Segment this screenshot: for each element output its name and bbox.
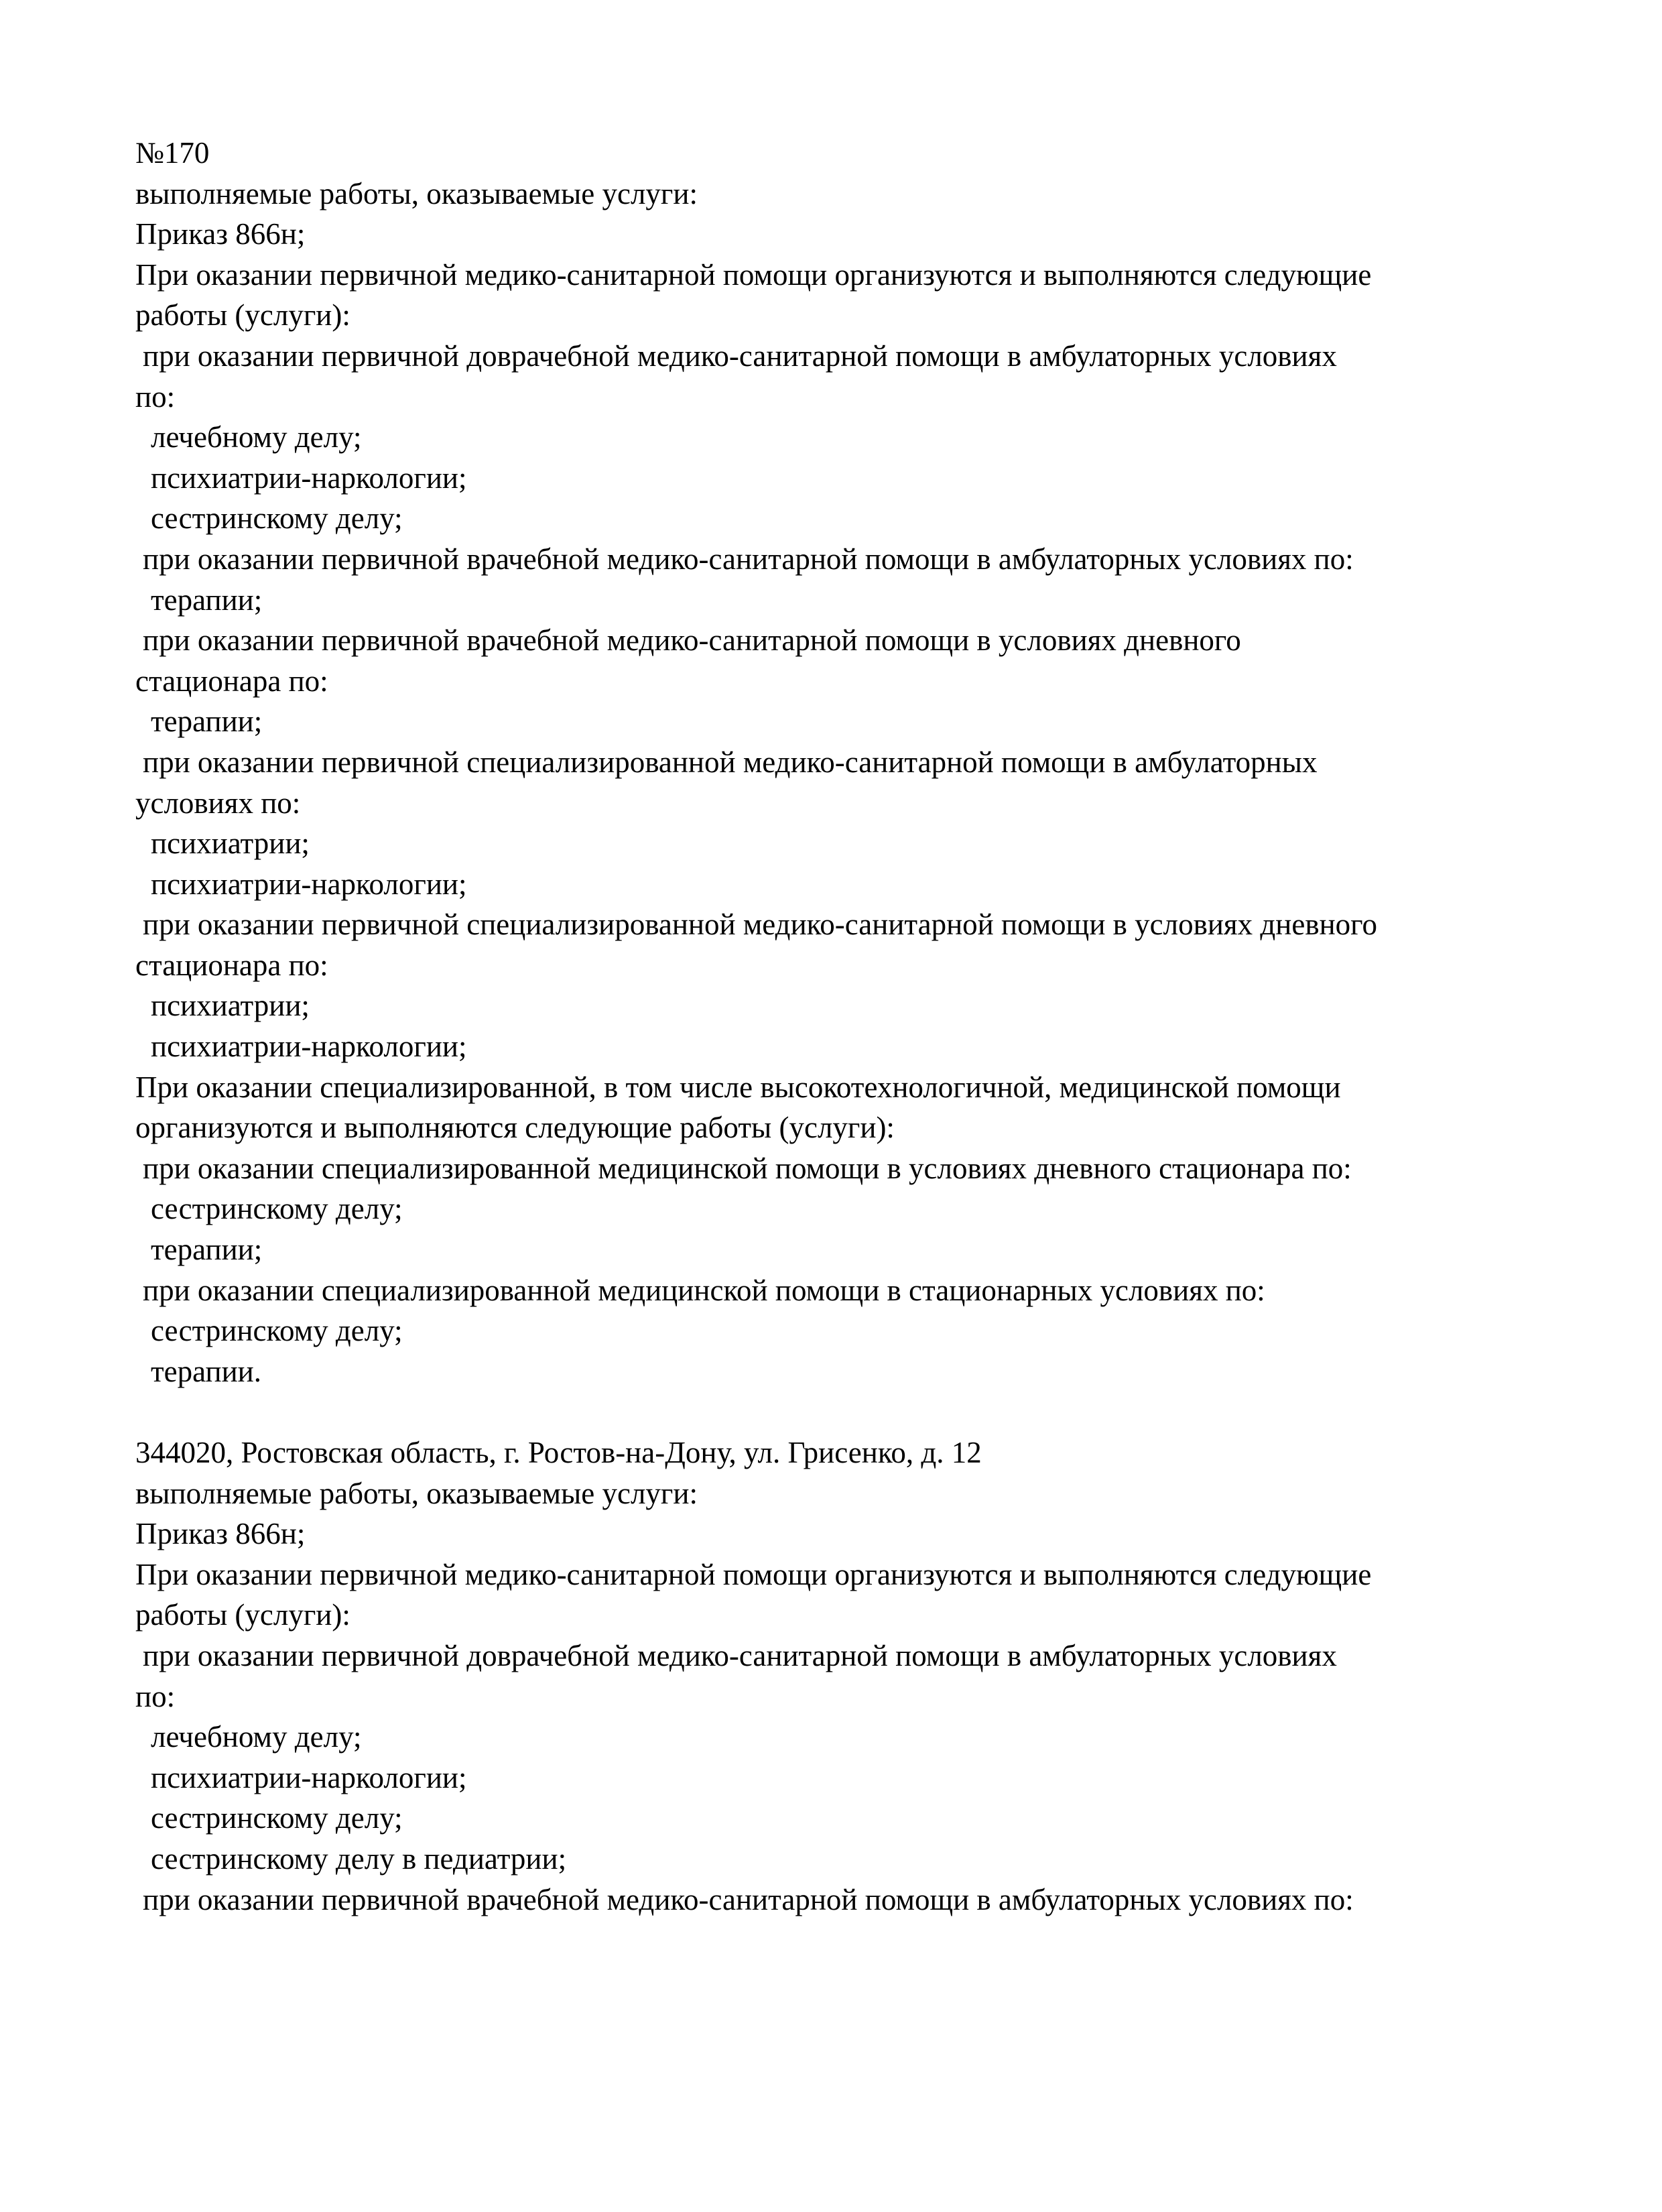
document-line: При оказании первичной медико-санитарной помощи организуются и выполняются следующие: [135, 257, 1372, 292]
document-line: Приказ 866н;: [135, 217, 306, 251]
document-line: при оказании первичной врачебной медико-санитарной помощи в амбулаторных условиях по:: [143, 542, 1354, 576]
document-line: психиатрии;: [151, 826, 310, 861]
document-line: при оказании специализированной медицинской помощи в условиях дневного стационара по:: [143, 1151, 1352, 1185]
document-line: при оказании первичной специализированной медико-санитарной помощи в условиях дневного: [143, 908, 1377, 942]
document-line: психиатрии-наркологии;: [151, 867, 467, 901]
document-body: [135, 133, 1615, 1920]
document-line: выполняемые работы, оказываемые услуги:: [135, 1476, 698, 1510]
document-line: психиатрии;: [151, 989, 310, 1023]
document-line: при оказании первичной врачебной медико-санитарной помощи в условиях дневного: [143, 623, 1241, 658]
document-line: №170: [135, 136, 210, 170]
document-line: психиатрии-наркологии;: [151, 1030, 467, 1064]
document-line: по:: [135, 379, 176, 414]
document-line: организуются и выполняются следующие работы (услуги):: [135, 1111, 895, 1145]
document-line: стационара по:: [135, 948, 328, 982]
document-line: психиатрии-наркологии;: [151, 1760, 467, 1794]
document-line: при оказании первичной врачебной медико-санитарной помощи в амбулаторных условиях по:: [143, 1882, 1354, 1916]
document-line: работы (услуги):: [135, 1598, 350, 1632]
document-line: Приказ 866н;: [135, 1517, 306, 1551]
document-line: сестринскому делу;: [151, 1192, 403, 1226]
document-line: 344020, Ростовская область, г. Ростов-на-Дону, ул. Грисенко, д. 12: [135, 1436, 982, 1469]
document-line: работы (услуги):: [135, 298, 350, 332]
document-line: при оказании первичной доврачебной медико-санитарной помощи в амбулаторных условиях: [143, 1638, 1337, 1672]
document-line: по:: [135, 1679, 176, 1713]
document-line: При оказании специализированной, в том числе высокотехнологичной, медицинской помощи: [135, 1070, 1341, 1104]
document-line: При оказании первичной медико-санитарной помощи организуются и выполняются следующие: [135, 1557, 1372, 1591]
document-line: терапии.: [151, 1354, 262, 1388]
document-line: лечебному делу;: [151, 420, 362, 454]
document-line: сестринскому делу;: [151, 1801, 403, 1835]
document-line: сестринскому делу в педиатрии;: [151, 1841, 567, 1876]
document-line: терапии;: [151, 704, 263, 739]
document-line: выполняемые работы, оказываемые услуги:: [135, 176, 698, 210]
document-line: при оказании специализированной медицинской помощи в стационарных условиях по:: [143, 1273, 1265, 1307]
document-line: при оказании первичной специализированной медико-санитарной помощи в амбулаторных: [143, 745, 1318, 779]
document-line: сестринскому делу;: [151, 501, 403, 536]
document-line: при оказании первичной доврачебной медико-санитарной помощи в амбулаторных условиях: [143, 339, 1337, 373]
document-line: терапии;: [151, 582, 263, 617]
document-line: терапии;: [151, 1233, 263, 1267]
document-line: психиатрии-наркологии;: [151, 460, 467, 495]
document-line: лечебному делу;: [151, 1720, 362, 1754]
document-line: условиях по:: [135, 786, 301, 820]
document-line: [135, 1392, 1615, 1432]
document-line: стационара по:: [135, 664, 328, 698]
document-line: сестринскому делу;: [151, 1314, 403, 1348]
